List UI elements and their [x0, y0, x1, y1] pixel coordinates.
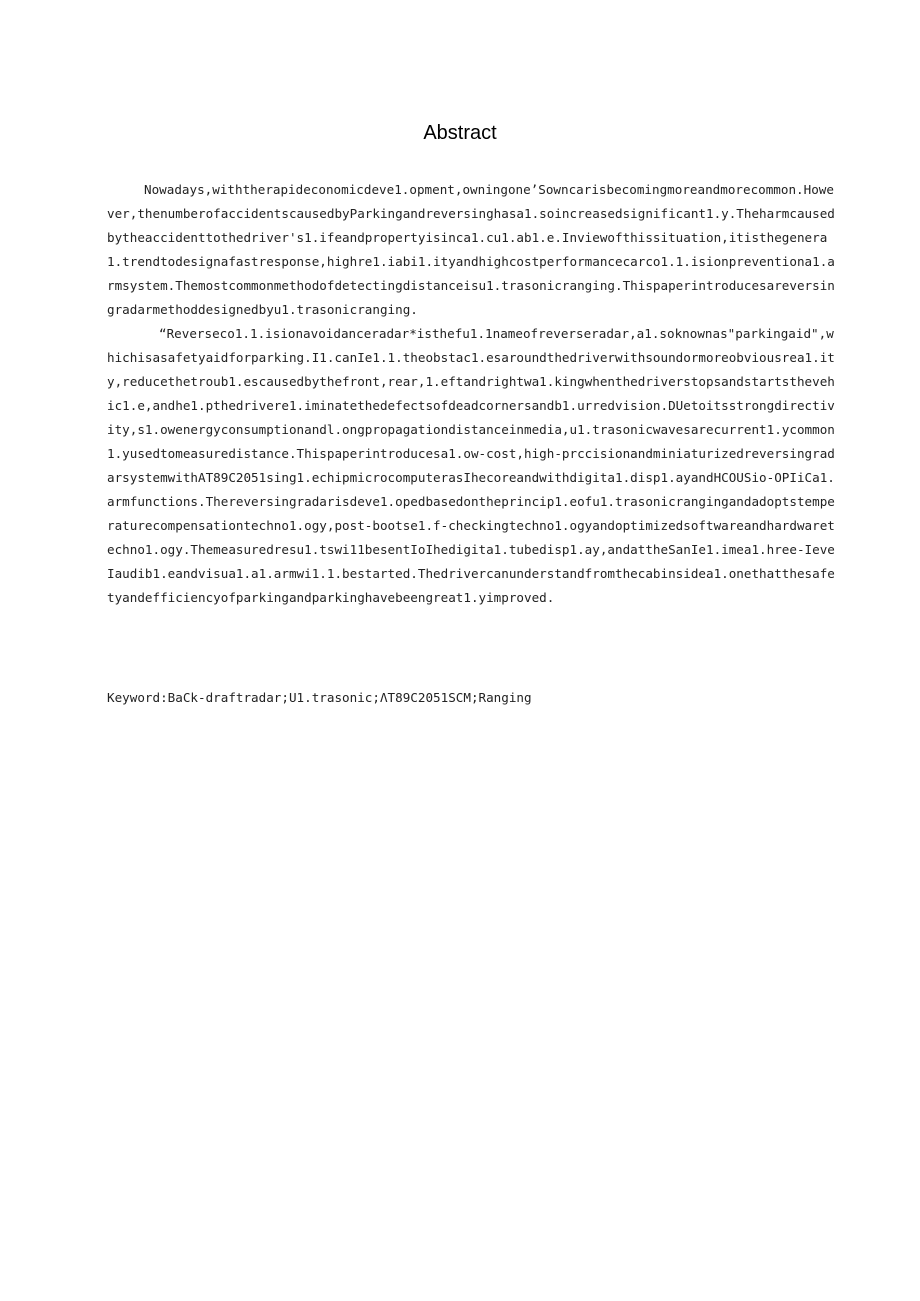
keyword-line: Keyword:BaCk-draftradar;U1.trasonic;ΛT89C2051SCM;Ranging [107, 690, 532, 705]
abstract-body [107, 178, 837, 610]
abstract-paragraph-2: “Reverseco1.1.isionavoidanceradar*isthefu1.1nameofreverseradar,a1.soknownas"parkingaid",whichisasafetyaidforparking.I1.canIe1.1.theobstac1.esaroundthedriverwithsoundormoreobviousrea1.ity,reducethetroub1.escausedbythefront,rear,1.eftandrightwa1.kingwhenthedriverstopsandstartsthevehic1.e,andhe1.pthedrivere1.iminatethedefectsofdeadcornersandb1.urredvision.DUetoitsstrongdirectivity,s1.owenergyconsumptionandl.ongpropagationdistanceinmedia,u1.trasonicwavesarecurrent1.ycommon1.yusedtomeasuredistance.Thispaperintroducesa1.ow-cost,high-prccisionandminiaturizedreversingradarsystemwithAT89C2051sing1.echipmicrocomputerasIhecoreandwithdigita1.disp1.ayandHCOUSio-OPIiCa1.armfunctions.Thereversingradarisdeve1.opedbasedontheprincip1.eofu1.trasonicrangingandadoptstemperaturecompensationtechno1.ogy,post-bootse1.f-checkingtechno1.ogyandoptimizedsoftwareandhardwaretechno1.ogy.Themeasuredresu1.tswi11besentIoIhedigita1.tubedisp1.ay,andattheSanIe1.imea1.hree-IeveIaudib1.eandvisua1.a1.armwi1.1.bestarted.Thedrivercanunderstandfromthecabinsidea1.onethatthesafetyandefficiencyofparkingandparkinghavebeengreat1.yimproved. [107, 326, 835, 605]
abstract-paragraph-1: Nowadays,withtherapideconomicdeve1.opment,owningone’Sowncarisbecomingmoreandmorecommon.However,thenumberofaccidentscausedbyParkingandreversinghasa1.soincreasedsignificant1.y.Theharmcausedbytheaccidenttothedriver's1.ifeandpropertyisinca1.cu1.ab1.e.Inviewofthissituation,itisthegenera1.trendtodesignafastresponse,highre1.iabi1.ityandhighcostperformancecarco1.1.isionpreventiona1.armsystem.Themostcommonmethodofdetectingdistanceisu1.trasonicranging.Thispaperintroducesareversingradarmethoddesignedbyu1.trasonicranging. [107, 182, 835, 317]
page-title: Abstract [423, 122, 497, 144]
